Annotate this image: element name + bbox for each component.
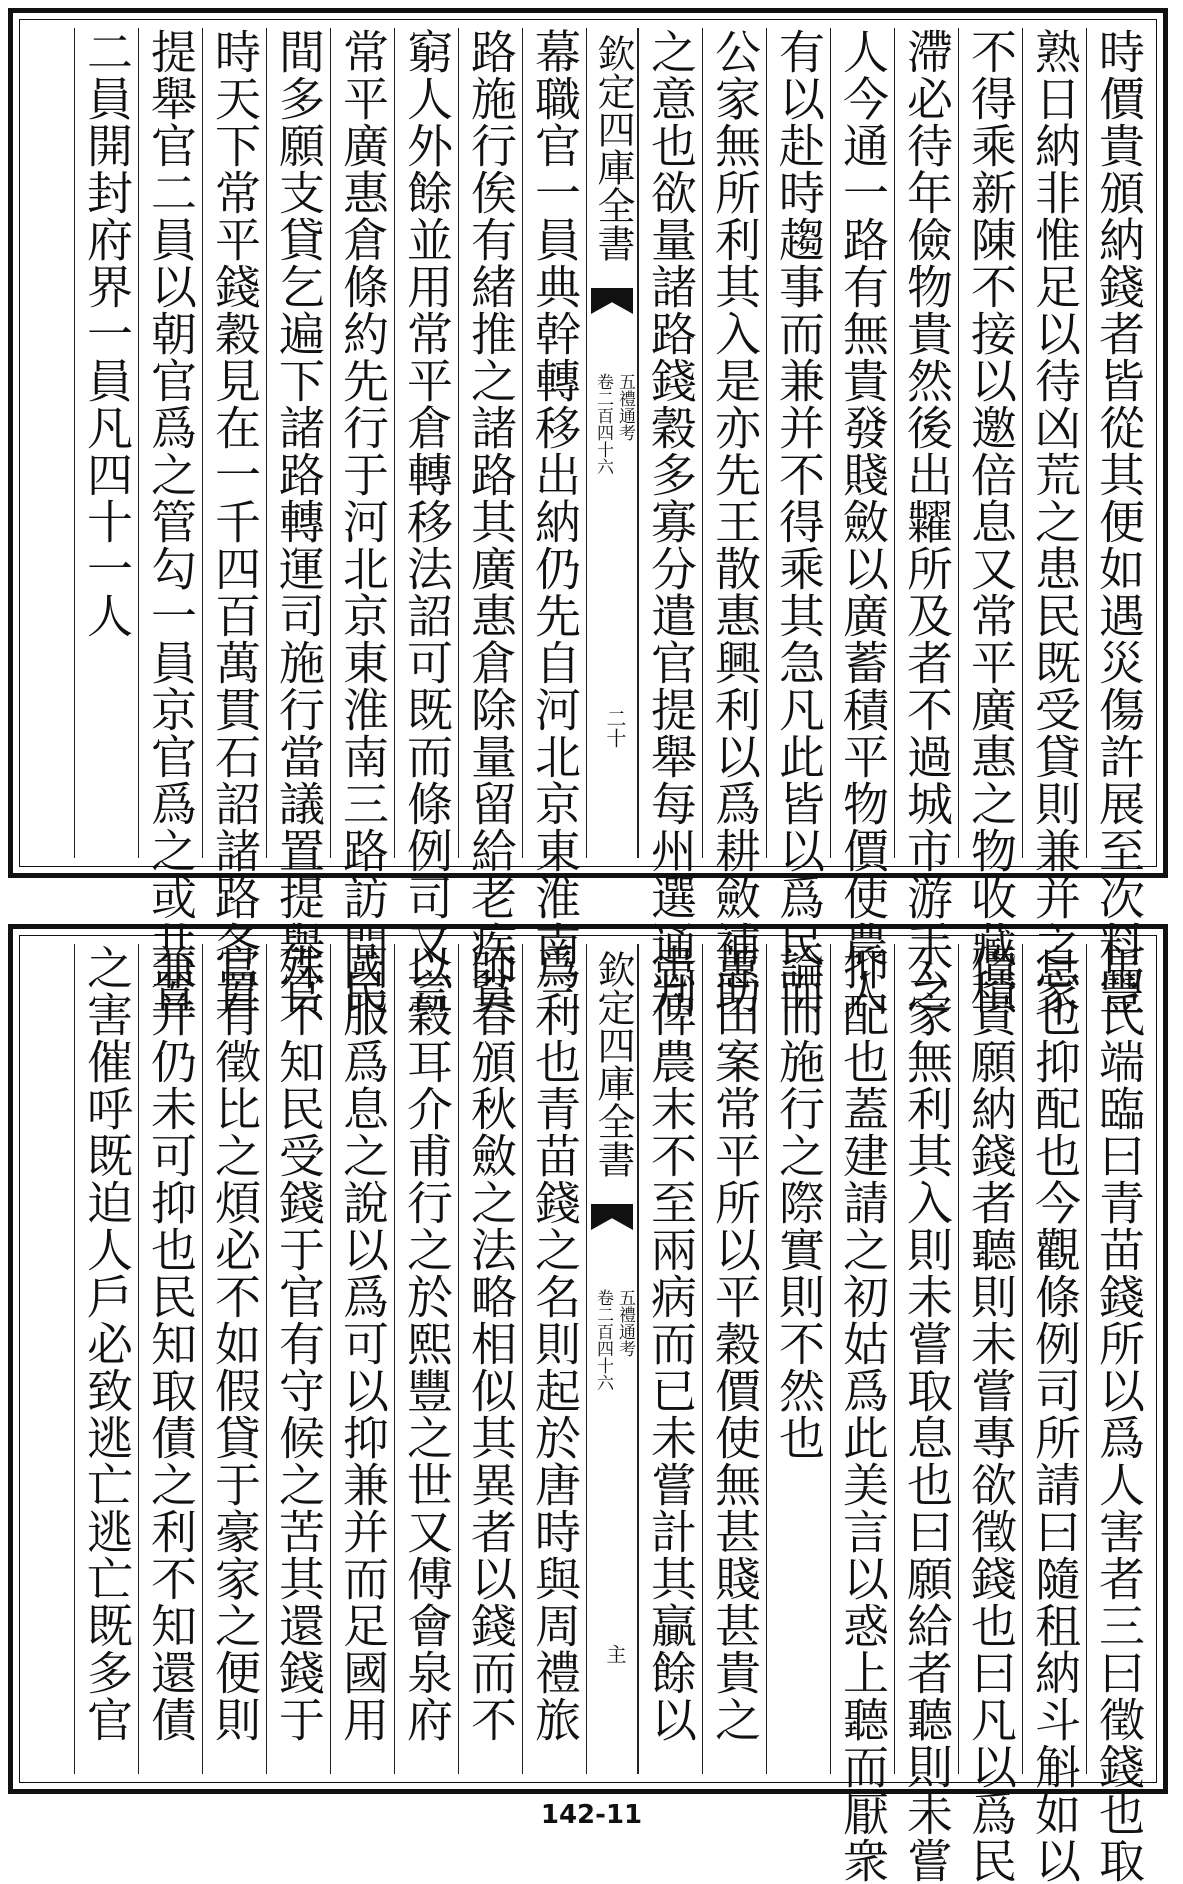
bottom-column-text: 官有徵比之煩必不如假貸于豪家之便則 — [208, 944, 262, 1743]
top-column-text: 之意也欲量諸路錢穀多寡分遣官提舉每州選通判 — [644, 28, 698, 1015]
top-text-column — [830, 28, 894, 1015]
bottom-text-column — [766, 944, 830, 1774]
bottom-column-text: 抑配也蓋建請之初姑爲此美言以惑上聽而厭衆 — [836, 944, 890, 1884]
bottom-text-column — [830, 944, 894, 1884]
book-volume-label — [591, 1289, 637, 1509]
top-text-column — [138, 28, 202, 1015]
top-text-column — [394, 28, 458, 1015]
top-column-text: 有以赴時趨事而兼并不得乘其急凡此皆以爲民而 — [772, 28, 826, 1015]
bottom-column-text: 患俾農末不至兩病而已未嘗計其贏餘以 — [644, 944, 698, 1743]
book-title: 五禮通考 — [615, 373, 635, 441]
bottom-column-text: 國服爲息之說以爲可以抑兼并而足國用 — [336, 944, 390, 1743]
top-text-column — [266, 28, 330, 1015]
top-text-column — [1022, 28, 1086, 1015]
fish-tail-mark-icon — [591, 288, 633, 314]
top-column-text: 二員開封府界一員凡四十一人 — [80, 28, 134, 639]
top-text-column — [894, 28, 958, 1015]
bottom-text-column — [958, 944, 1022, 1884]
bottom-column-text: 之害催呼既迫人戶必致逃亡逃亡既多官 — [80, 944, 134, 1743]
top-text-column — [202, 28, 266, 1015]
top-text-column — [74, 28, 138, 858]
leaf-number: 主 — [603, 1644, 627, 1664]
bottom-text-column — [522, 944, 586, 1774]
leaf-number: 二十 — [603, 708, 627, 748]
bottom-column-text: 以穀耳介甫行之於熙豐之世又傅會泉府 — [400, 944, 454, 1743]
bottom-column-text: 爲利也青苗錢之名則起於唐時與周禮旅 — [528, 944, 582, 1743]
top-column-text: 提舉官二員以朝官爲之管勾一員京官爲之或共置 — [144, 28, 198, 1015]
collection-title: 欽定四庫全書 — [591, 34, 635, 262]
bottom-text-column — [458, 944, 522, 1774]
bottom-text-column — [266, 944, 330, 1774]
bottom-center-gutter — [586, 944, 638, 1774]
page-footer-number: 142-11 — [540, 1800, 643, 1830]
bottom-column-text: 馬氏端臨曰青苗錢所以爲人害者三曰徵錢也取 — [1092, 944, 1146, 1884]
bottom-text-column — [1022, 944, 1086, 1884]
top-column-text: 公家無所利其入是亦先王散惠興利以爲耕斂補助 — [708, 28, 762, 1015]
bottom-text-column — [74, 944, 138, 1774]
bottom-column-text: 論而施行之際實則不然也 — [772, 944, 826, 1461]
top-column-text: 時價貴頒納錢者皆從其便如遇災傷許展至次料豐 — [1092, 28, 1146, 1015]
bottom-text-column — [702, 944, 766, 1774]
bottom-text-column — [638, 944, 702, 1774]
bottom-column-text: 兼并仍未可抑也民知取債之利不知還債 — [144, 944, 198, 1743]
top-page-frame — [19, 19, 1157, 1015]
top-column-text: 路施行俟有緒推之諸路其廣惠倉除量留給老疾貧 — [464, 28, 518, 1015]
bottom-text-column — [394, 944, 458, 1774]
top-column-text: 不得乘新陳不接以邀倍息又常平廣惠之物收藏積 — [964, 28, 1018, 1015]
top-text-column — [458, 28, 522, 1015]
bottom-column-text: 息也抑配也今觀條例司所請曰隨租納斗斛如以 — [1028, 944, 1082, 1884]
bottom-column-text: 殊不知民受錢于官有守候之苦其還錢于 — [272, 944, 326, 1743]
bottom-text-column — [330, 944, 394, 1774]
bottom-column-text: 價貴願納錢者聽則未嘗專欲徵錢也曰凡以爲民 — [964, 944, 1018, 1884]
top-column-text: 窮人外餘並用常平倉轉移法詔可既而條例司又言 — [400, 28, 454, 1015]
top-column-text: 時天下常平錢穀見在一千四百萬貫石詔諸路各置 — [208, 28, 262, 1015]
collection-title: 欽定四庫全書 — [591, 950, 635, 1178]
volume-number: 卷二百四十六 — [593, 1289, 613, 1391]
bottom-text-column — [1086, 944, 1150, 1884]
top-column-text: 常平廣惠倉條約先行于河北京東淮南三路訪問民 — [336, 28, 390, 1015]
top-text-column — [638, 28, 702, 1015]
top-page-panel — [8, 8, 1168, 1015]
book-title: 五禮通考 — [615, 1289, 635, 1357]
bottom-column-text: 蕙田案常平所以平穀價使無甚賤甚貴之 — [708, 944, 762, 1743]
volume-number: 卷二百四十六 — [593, 373, 613, 475]
top-text-column — [958, 28, 1022, 1015]
bottom-text-column — [138, 944, 202, 1774]
fish-tail-mark-icon — [591, 1204, 633, 1230]
top-text-column — [330, 28, 394, 1015]
bottom-column-text: 師春頒秋斂之法略相似其異者以錢而不 — [464, 944, 518, 1743]
top-text-column — [1086, 28, 1150, 1015]
book-volume-label — [591, 373, 637, 593]
bottom-column-text: 公家無利其入則未嘗取息也曰願給者聽則未嘗 — [900, 944, 954, 1884]
top-column-text: 幕職官一員典幹轉移出納仍先自河北京東淮南三 — [528, 28, 582, 1015]
top-column-text: 人今通一路有無貴發賤斂以廣蓄積平物價使農人 — [836, 28, 890, 1015]
top-column-text: 熟日納非惟足以待凶荒之患民既受貸則兼并之家 — [1028, 28, 1082, 1015]
top-text-column — [702, 28, 766, 1015]
top-center-gutter — [586, 28, 638, 858]
bottom-text-column — [202, 944, 266, 1774]
bottom-text-column — [894, 944, 958, 1884]
top-column-text: 滯必待年儉物貴然後出糶所及者不過城市游手之 — [900, 28, 954, 1015]
top-text-column — [522, 28, 586, 1015]
top-text-column — [766, 28, 830, 1015]
top-column-text: 間多願支貸乞遍下諸路轉運司施行當議置提舉官 — [272, 28, 326, 1015]
